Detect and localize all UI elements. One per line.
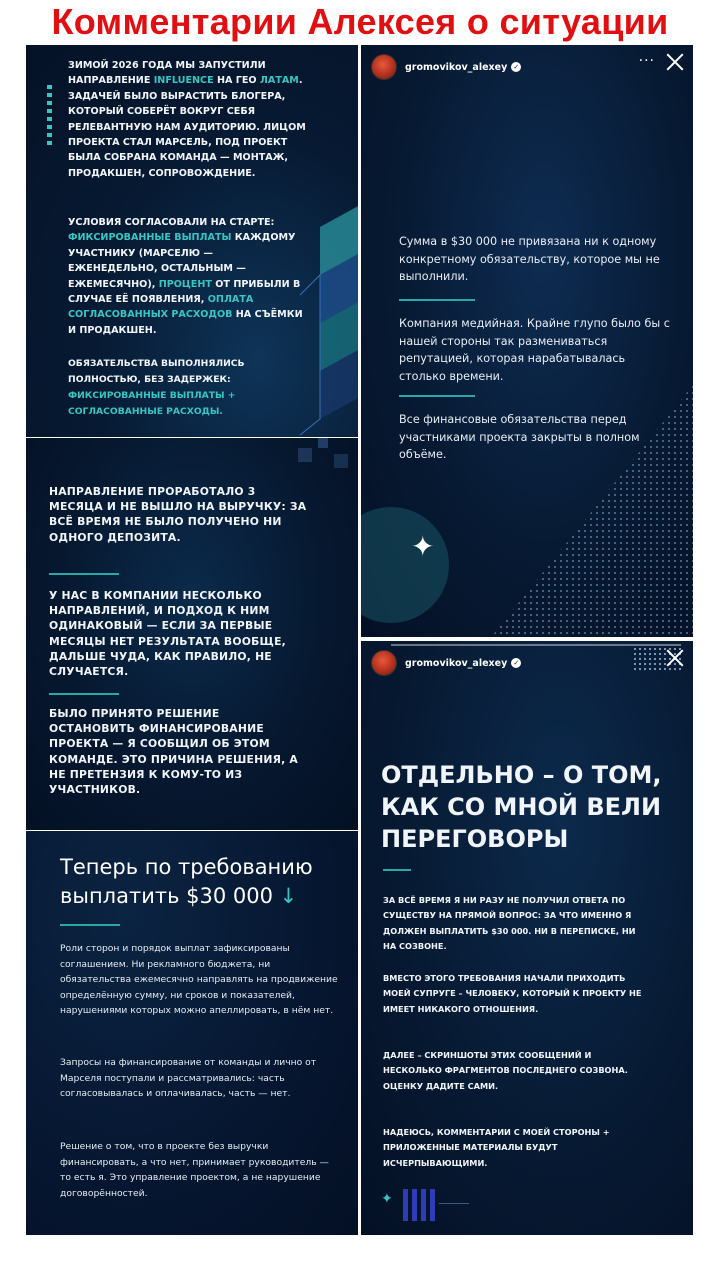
sparkle-icon: ✦ — [381, 1191, 393, 1207]
divider — [439, 1203, 469, 1204]
text-segment: ЗИМОЙ 2026 ГОДА МЫ ЗАПУСТИЛИ НАПРАВЛЕНИЕ — [68, 60, 266, 87]
text-segment: НА ГЕО — [213, 75, 260, 87]
verified-badge-icon: ✓ — [511, 62, 521, 72]
divider — [49, 693, 119, 695]
highlighted-text: ОПЛАТА СОГЛАСОВАННЫХ РАСХОДОВ — [68, 294, 254, 321]
divider — [60, 924, 120, 926]
story-slide-2 — [361, 641, 693, 1235]
sparkle-icon: ✦ — [411, 530, 435, 563]
divider — [399, 299, 475, 301]
paragraph-1: Роли сторон и порядок выплат зафиксированы соглашением. Ни рекламного бюджета, ни обязательства ежемесячно направлять на продвижение определённую сумму, ни сроков и показателей, нарушениями которых можно апеллировать, в нём нет. — [60, 943, 338, 1017]
text-segment: КАЖДОМУ УЧАСТНИКУ (МАРСЕЛЮ — ЕЖЕНЕДЕЛЬНО, ОСТАЛЬНЫМ — ЕЖЕМЕСЯЧНО), — [68, 232, 296, 290]
story-header — [371, 649, 521, 677]
story-slide-1 — [361, 45, 693, 637]
text-segment: . ЗАДАЧЕЙ БЫЛО ВЫРАСТИТЬ БЛОГЕРА, КОТОРЫЙ СОБЕРЁТ ВОКРУГ СЕБЯ РЕЛЕВАНТНУЮ НАМ АУДИТОРИЮ. ЛИЦОМ ПРОЕКТА СТАЛ МАРСЕЛЬ, ПОД ПРОЕКТ БЫЛА СОБРАНА КОМАНДА — МОНТАЖ, ПРОДАКШЕН, СОПРОВОЖДЕНИЕ. — [68, 75, 306, 179]
paragraph-2: Компания медийная. Крайне глупо было бы с нашей стороны так размениваться репутацией, которая нарабатывалась столько времени. — [399, 317, 670, 383]
story-progress-bar — [391, 644, 681, 646]
decor-dots — [47, 85, 52, 147]
text-segment: ОБЯЗАТЕЛЬСТВА ВЫПОЛНЯЛИСЬ ПОЛНОСТЬЮ, БЕЗ ЗАДЕРЖЕК: — [68, 358, 245, 385]
slide-payment-demand — [26, 831, 358, 1235]
highlighted-text: ФИКСИРОВАННЫЕ ВЫПЛАТЫ — [68, 232, 232, 244]
paragraph-4: НАДЕЮСЬ, КОММЕНТАРИИ С МОЕЙ СТОРОНЫ + ПРИЛОЖЕННЫЕ МАТЕРИАЛЫ БУДУТ ИСЧЕРПЫВАЮЩИМИ. — [383, 1127, 610, 1168]
divider — [383, 869, 411, 871]
slide-heading: ОТДЕЛЬНО – О ТОМ, КАК СО МНОЙ ВЕЛИ ПЕРЕГОВОРЫ — [381, 761, 662, 853]
text-segment: ОТ ПРИБЫЛИ В СЛУЧАЕ ЕЁ ПОЯВЛЕНИЯ, — [68, 278, 301, 306]
divider — [49, 573, 119, 575]
paragraph-2: Запросы на финансирование от команды и лично от Марселя поступали и рассматривались: часть согласовывалась и оплачивалась, часть — нет. — [60, 1057, 317, 1100]
paragraph-3: Решение о том, что в проекте без выручки финансировать, а что нет, принимает руководитель — то есть я. Это управление проектом, а не нарушение договорённостей. — [60, 1141, 329, 1199]
text-segment: УСЛОВИЯ СОГЛАСОВАЛИ НА СТАРТЕ: — [68, 217, 275, 228]
arrow-down-icon: ↓ — [279, 884, 298, 908]
page-title: Комментарии Алексея о ситуации — [51, 1, 669, 42]
paragraph-3: БЫЛО ПРИНЯТО РЕШЕНИЕ ОСТАНОВИТЬ ФИНАНСИРОВАНИЕ ПРОЕКТА — Я СООБЩИЛ ОБ ЭТОМ КОМАНДЕ. ЭТО ПРИЧИНА РЕШЕНИЯ, А НЕ ПРЕТЕНЗИЯ К КОМУ-ТО ИЗ УЧАСТНИКОВ. — [49, 707, 298, 797]
paragraph-3: Все финансовые обязательства перед участниками проекта закрыты в полном объёме. — [399, 413, 640, 461]
paragraph-2: У НАС В КОМПАНИИ НЕСКОЛЬКО НАПРАВЛЕНИЙ, И ПОДХОД К НИМ ОДИНАКОВЫЙ — ЕСЛИ ЗА ПЕРВЫЕ МЕСЯЦЫ НЕТ РЕЗУЛЬТАТА ВООБЩЕ, ДАЛЬШЕ ЧУДА, КАК ПРАВИЛО, НЕ СЛУЧАЕТСЯ. — [49, 589, 286, 679]
paragraph-1: ЗА ВСЁ ВРЕМЯ Я НИ РАЗУ НЕ ПОЛУЧИЛ ОТВЕТА ПО СУЩЕСТВУ НА ПРЯМОЙ ВОПРОС: ЗА ЧТО ИМЕННО Я ДОЛЖЕН ВЫПЛАТИТЬ $30 000. НИ В ПЕРЕПИСКЕ, НИ НА СОЗВОНЕ. — [383, 895, 636, 951]
paragraph-1: НАПРАВЛЕНИЕ ПРОРАБОТАЛО 3 МЕСЯЦА И НЕ ВЫШЛО НА ВЫРУЧКУ: ЗА ВСЁ ВРЕМЯ НЕ БЫЛО ПОЛУЧЕНО НИ ОДНОГО ДЕПОЗИТА. — [49, 485, 307, 544]
text-block-3 — [68, 356, 308, 420]
story-header — [371, 53, 521, 81]
close-icon[interactable] — [664, 51, 686, 73]
paragraph-2: ВМЕСТО ЭТОГО ТРЕБОВАНИЯ НАЧАЛИ ПРИХОДИТЬ МОЕЙ СУПРУГЕ – ЧЕЛОВЕКУ, КОТОРЫЙ К ПРОЕКТУ НЕ ИМЕЕТ НИКАКОГО ОТНОШЕНИЯ. — [383, 973, 642, 1014]
geometric-decor — [300, 205, 358, 435]
bars-decor — [403, 1189, 435, 1221]
slide-project-result — [26, 438, 358, 830]
text-segment: НА СЪЁМКИ И ПРОДАКШЕН. — [68, 309, 303, 336]
text-block-2 — [68, 215, 303, 338]
divider — [399, 395, 475, 397]
paragraph-1: Сумма в $30 000 не привязана ни к одному конкретному обязательству, которое мы не выполнили. — [399, 235, 660, 283]
highlighted-text: ЛАТАМ — [259, 75, 299, 87]
verified-badge-icon: ✓ — [511, 658, 521, 668]
slide-influence-launch — [26, 45, 358, 437]
username-text: gromovikov_alexey — [405, 657, 508, 669]
highlighted-text: ПРОЦЕНТ — [158, 278, 212, 290]
more-options-icon[interactable]: ··· — [638, 53, 655, 69]
username[interactable] — [405, 62, 521, 73]
username-text: gromovikov_alexey — [405, 61, 508, 73]
highlighted-text: ФИКСИРОВАННЫЕ ВЫПЛАТЫ + СОГЛАСОВАННЫЕ РАСХОДЫ. — [68, 390, 236, 417]
circle-decor — [361, 485, 511, 635]
close-icon[interactable] — [664, 647, 686, 669]
avatar[interactable] — [371, 650, 397, 676]
slide-heading — [60, 853, 358, 911]
heading-text: Теперь по требованию выплатить $30 000 — [60, 855, 313, 908]
text-block-1 — [68, 58, 318, 181]
avatar[interactable] — [371, 54, 397, 80]
username[interactable] — [405, 658, 521, 669]
paragraph-3: ДАЛЕЕ – СКРИНШОТЫ ЭТИХ СООБЩЕНИЙ И НЕСКОЛЬКО ФРАГМЕНТОВ ПОСЛЕДНЕГО СОЗВОНА. ОЦЕНКУ ДАДИТЕ САМИ. — [383, 1050, 628, 1091]
highlighted-text: INFLUENCE — [153, 75, 214, 87]
